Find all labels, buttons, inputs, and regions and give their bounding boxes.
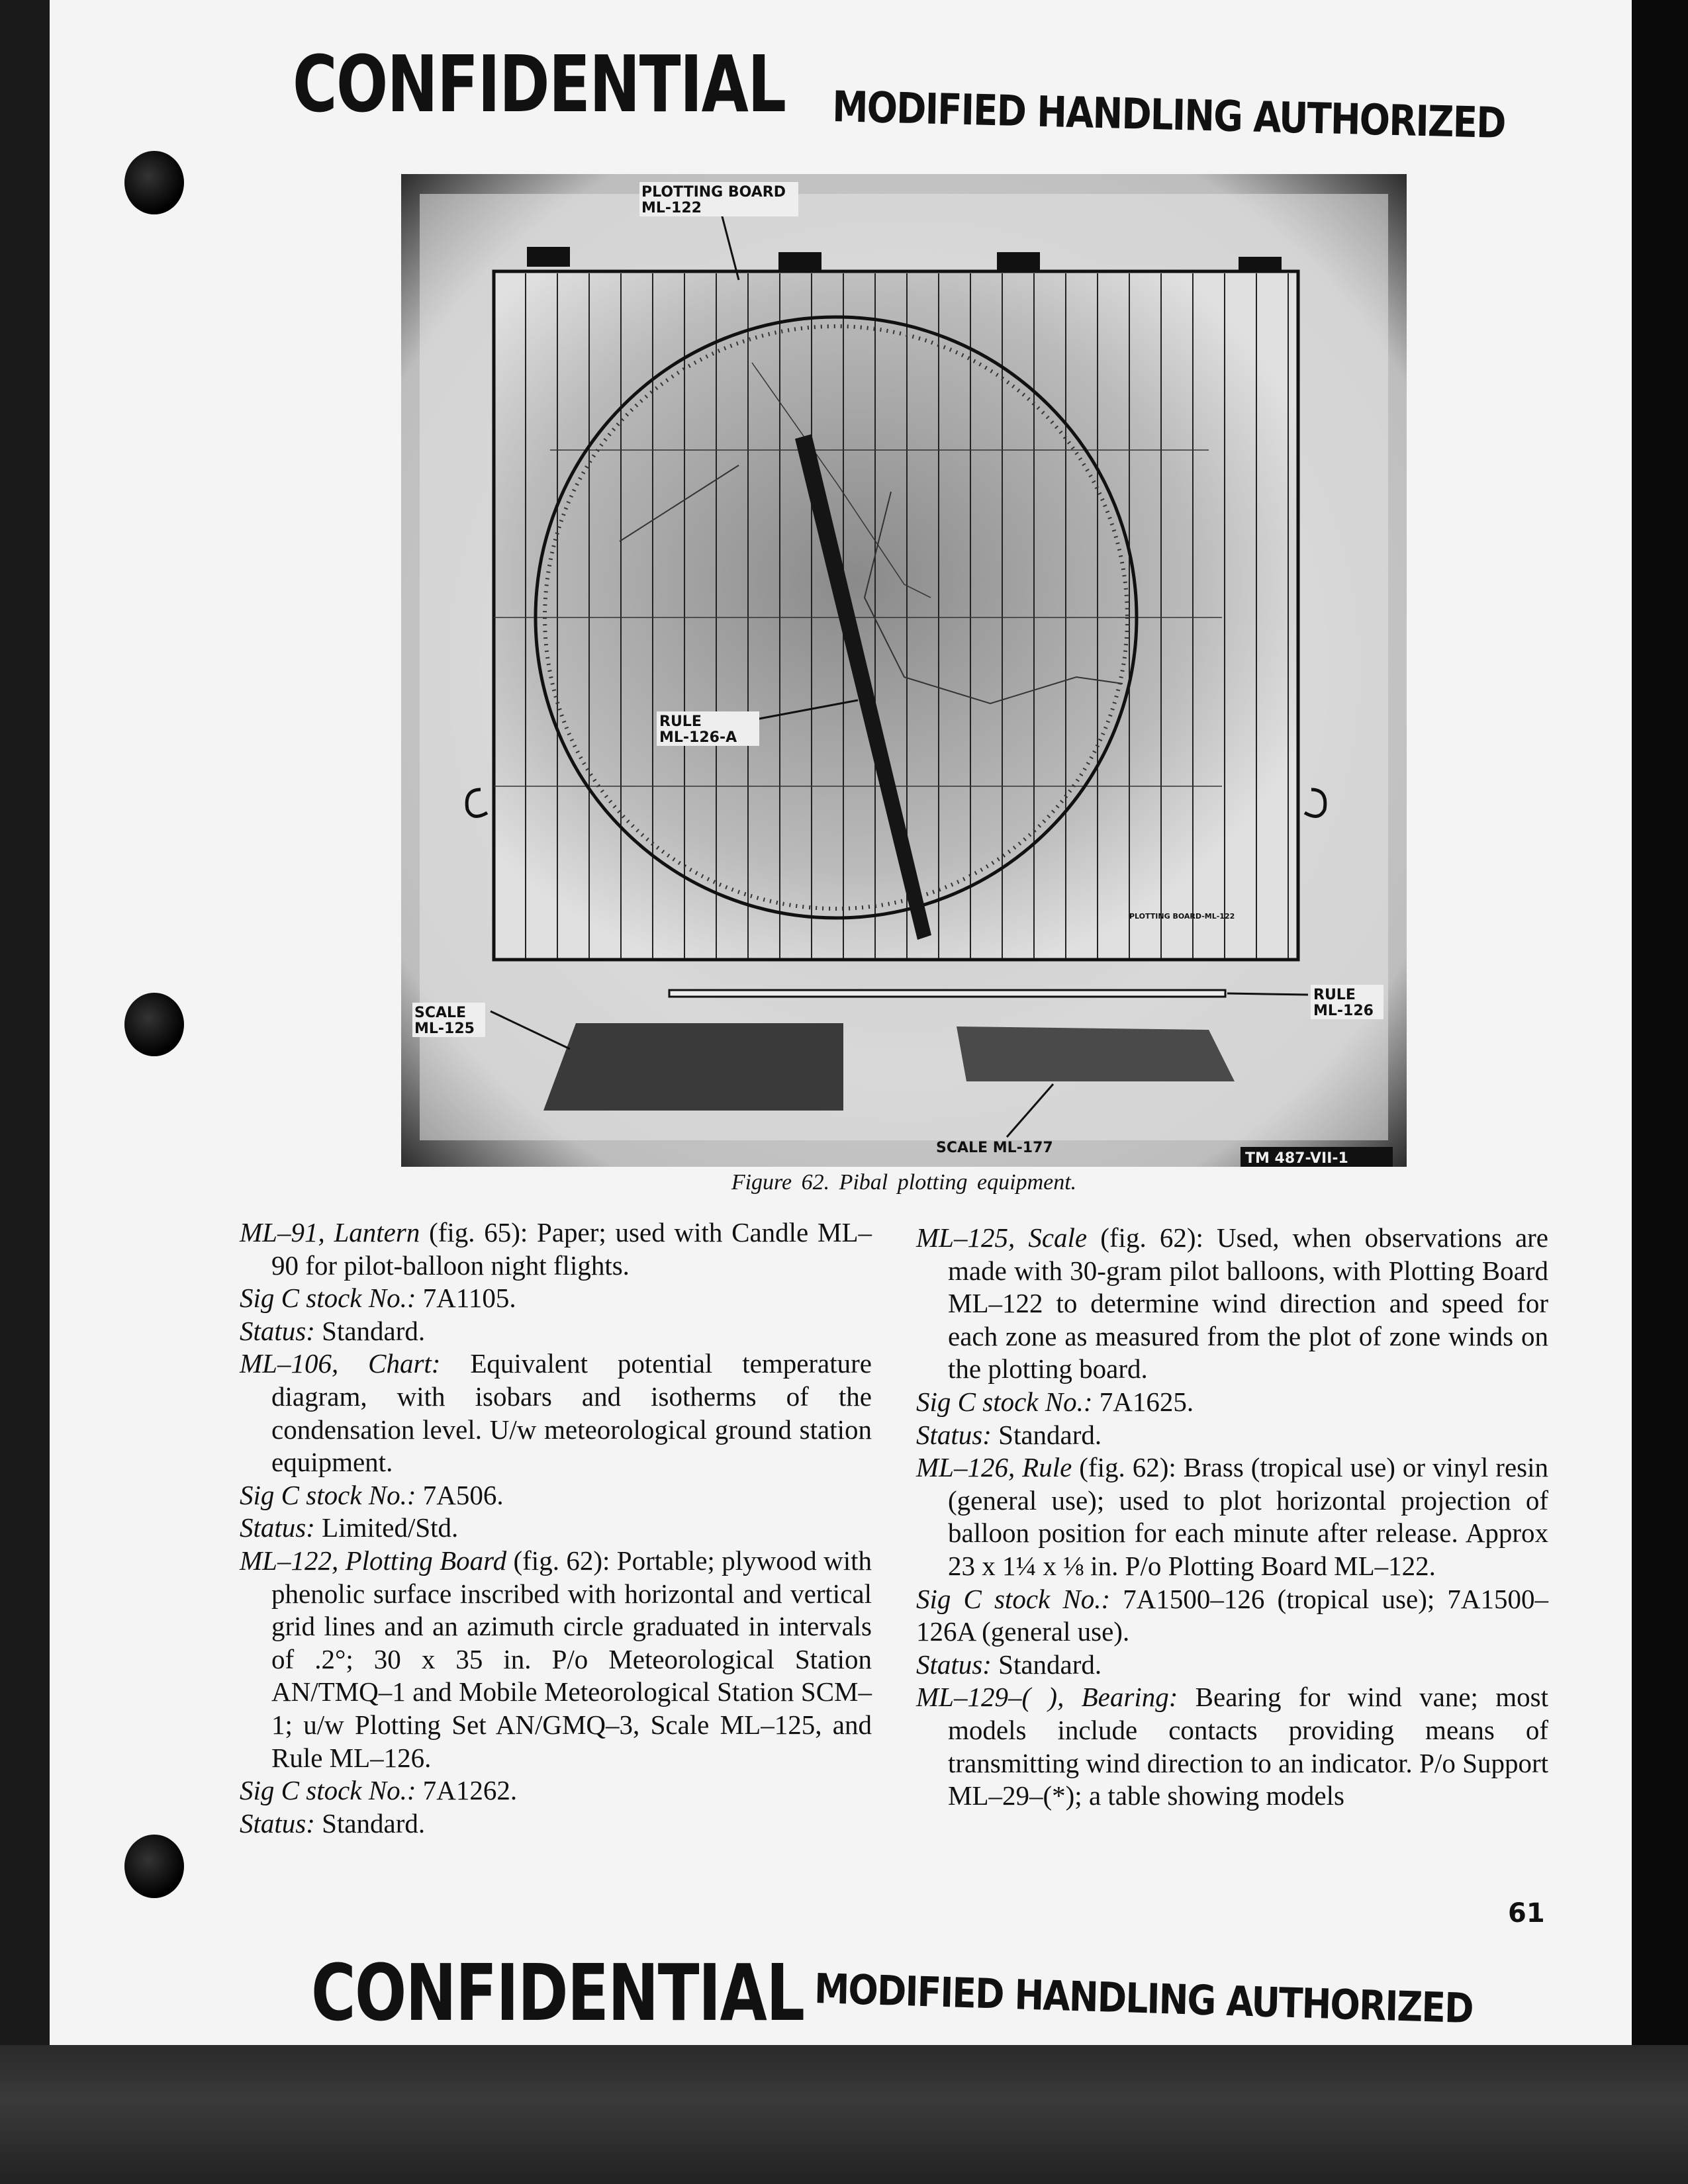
classification-stamp-top: CONFIDENTIAL: [293, 38, 786, 130]
field-value: Standard.: [991, 1419, 1102, 1450]
field-label: Status:: [240, 1807, 315, 1839]
catalog-entry: [916, 1451, 1548, 1582]
field-value: Standard.: [314, 1807, 426, 1839]
stock-number-line: [916, 1386, 1548, 1419]
entry-heading: ML–129–( ), Bearing:: [916, 1682, 1178, 1713]
field-value: Standard.: [991, 1649, 1102, 1680]
field-value: Limited/Std.: [314, 1512, 459, 1543]
field-value: Standard.: [314, 1315, 426, 1346]
field-label: Sig C stock No.:: [240, 1479, 416, 1510]
status-line: [916, 1649, 1548, 1682]
entry-heading: ML–125, Scale: [916, 1222, 1088, 1253]
rule-ml-126: [669, 990, 1225, 997]
plotting-board: [467, 247, 1325, 960]
punch-hole-icon: [124, 993, 184, 1056]
field-label: Sig C stock No.:: [916, 1583, 1111, 1614]
entry-text: Equivalent potential temperature diagram, with isobars and isotherms of the condensation level. U/w meteorological ground station equipment.: [271, 1348, 872, 1478]
label-rule-126-number: ML-126: [1313, 1003, 1374, 1019]
label-rule-126: RULE: [1313, 987, 1356, 1003]
handling-stamp-top: MODIFIED HANDLING AUTHORIZED: [831, 83, 1506, 149]
field-label: Status:: [916, 1649, 992, 1680]
label-scale-125: SCALE: [414, 1005, 467, 1021]
label-plotting-board-number: ML-122: [641, 200, 702, 216]
status-line: [240, 1315, 872, 1348]
entry-text: (fig. 65): Paper; used with Candle ML–90 for pilot-balloon night flights.: [271, 1217, 872, 1281]
entry-heading: ML–91, Lantern: [240, 1217, 420, 1248]
status-line: [916, 1419, 1548, 1452]
entry-heading: ML–126, Rule: [916, 1452, 1072, 1483]
stock-number-line: [240, 1774, 872, 1807]
scan-border-bottom: [0, 2045, 1688, 2184]
label-plotting-board: PLOTTING BOARD: [641, 184, 786, 201]
stock-number-line: [240, 1479, 872, 1512]
classification-stamp-bottom: CONFIDENTIAL: [311, 1947, 804, 2038]
entry-heading: ML–106, Chart:: [240, 1348, 441, 1379]
field-value: 7A506.: [416, 1479, 504, 1510]
label-rule-a-number: ML-126-A: [659, 729, 737, 746]
catalog-entry: [916, 1681, 1548, 1812]
field-value: 7A1262.: [416, 1775, 518, 1806]
punch-hole-icon: [124, 1835, 184, 1898]
handling-stamp-bottom: MODIFIED HANDLING AUTHORIZED: [814, 1964, 1474, 2033]
catalog-entry: [240, 1347, 872, 1479]
field-label: Status:: [240, 1512, 315, 1543]
field-value: 7A1105.: [416, 1283, 516, 1314]
scan-border-right: [1632, 0, 1688, 2184]
left-text-column: [240, 1216, 872, 1840]
entry-heading: ML–122, Plotting Board: [240, 1545, 507, 1576]
stock-number-line: [916, 1583, 1548, 1649]
label-scale-125-number: ML-125: [414, 1021, 475, 1037]
scale-ml-125: [543, 1023, 843, 1111]
figure-photo: [401, 174, 1407, 1167]
catalog-entry: [240, 1216, 872, 1282]
field-label: Sig C stock No.:: [240, 1775, 416, 1806]
right-text-column: [916, 1222, 1548, 1813]
field-value: 7A1500–126 (tropical use); 7A1500–126A (general use).: [916, 1583, 1549, 1647]
field-label: Status:: [240, 1315, 315, 1346]
field-value: 7A1625.: [1092, 1386, 1194, 1417]
punch-hole-icon: [124, 151, 184, 214]
status-line: [240, 1807, 872, 1841]
entry-text: (fig. 62): Brass (tropical use) or vinyl resin (general use); used to plot horizontal projection of balloon position for each minute after release. Approx 23 x 1¼ x ⅛ in. P/o Plotting Board ML–122.: [948, 1452, 1548, 1581]
field-label: Sig C stock No.:: [916, 1386, 1093, 1417]
page-number: 61: [1508, 1898, 1545, 1929]
scale-ml-177: [957, 1026, 1235, 1081]
catalog-entry: [916, 1222, 1548, 1386]
label-rule-a: RULE: [659, 713, 702, 730]
status-line: [240, 1512, 872, 1545]
field-label: Sig C stock No.:: [240, 1283, 416, 1314]
catalog-entry: [240, 1545, 872, 1774]
entry-text: (fig. 62): Portable; plywood with phenolic surface inscribed with horizontal and vertical grid lines and an azimuth circle graduated in intervals of .2°; 30 x 35 in. P/o Meteorological Station AN/TMQ–1 and Mobile Meteorological Station SCM–1; u/w Plotting Set AN/GMQ–3, Scale ML–125, and Rule ML–126.: [271, 1545, 872, 1773]
stock-number-line: [240, 1282, 872, 1315]
photo-number: TM 487-VII-1: [1245, 1150, 1348, 1167]
field-label: Status:: [916, 1419, 992, 1450]
label-scale-177: SCALE ML-177: [936, 1140, 1053, 1156]
figure-caption: Figure 62. Pibal plotting equipment.: [731, 1170, 1077, 1195]
entry-text: (fig. 62): Used, when observations are made with 30-gram pilot balloons, with Plotting Board ML–122 to determine wind direction and speed for each zone as measured from the plot of zone winds on the plotting board.: [948, 1222, 1548, 1385]
entry-text: Bearing for wind vane; most models include contacts providing means of transmitting wind direction to an indicator. P/o Support ML–29–(*); a table showing models: [948, 1682, 1548, 1811]
board-imprint: PLOTTING BOARD-ML-122: [1129, 912, 1235, 921]
